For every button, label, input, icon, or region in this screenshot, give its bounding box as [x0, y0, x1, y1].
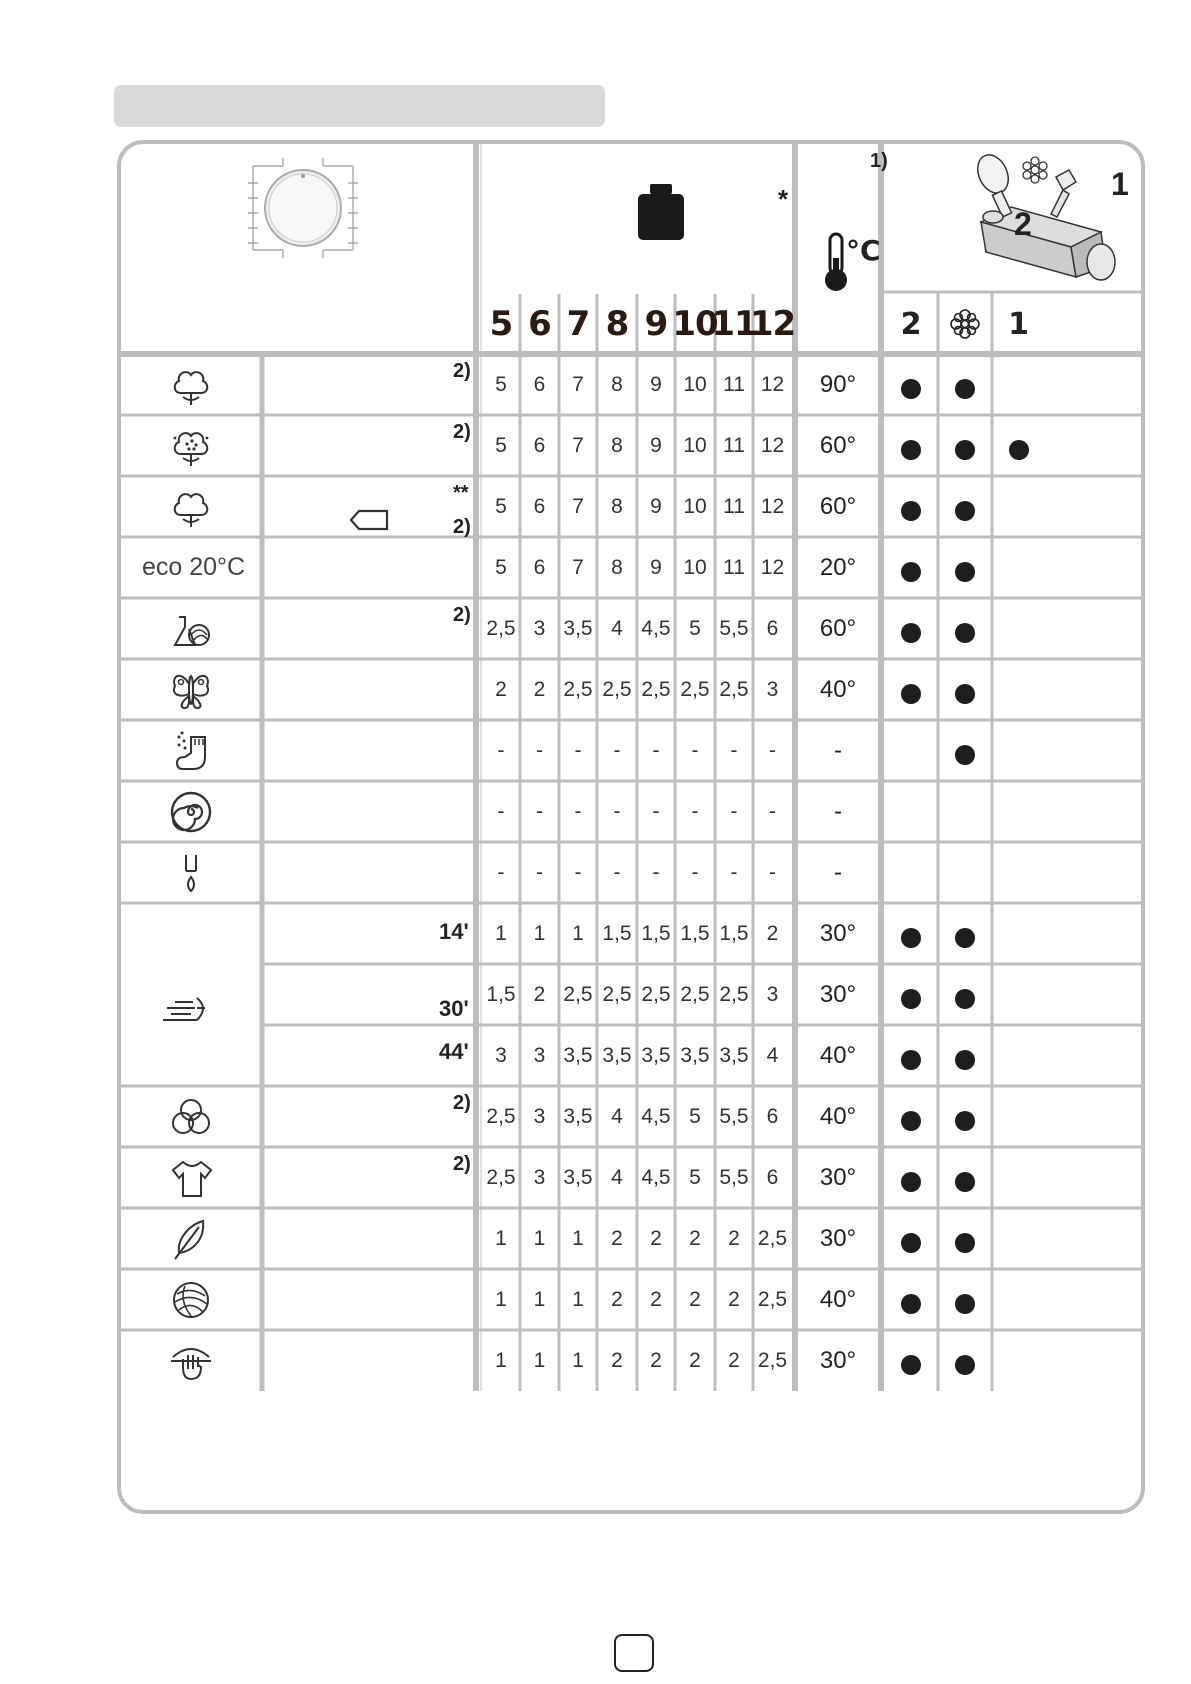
row-7-load-7: -	[730, 738, 738, 762]
spin-icon	[169, 790, 213, 834]
load-header-7: 7	[566, 304, 590, 344]
row-7-detergent-dot-2	[955, 745, 975, 765]
row-7-load-6: -	[691, 738, 699, 762]
row-5-detergent-dot-1	[901, 623, 921, 643]
rapid-1-load-2: 1	[533, 921, 546, 945]
row-5-load-3: 3,5	[563, 616, 593, 640]
rapid-3-load-1: 3	[495, 1043, 507, 1067]
row2-1-detergent-dot-2	[955, 1111, 975, 1131]
rapid-3-load-2: 3	[533, 1043, 546, 1067]
row-4-temperature: 20°	[819, 553, 857, 581]
row-6-load-5: 2,5	[641, 677, 671, 701]
row-6-load-3: 2,5	[563, 677, 593, 701]
row-5-load-2: 3	[533, 616, 546, 640]
row-3-load-4: 8	[611, 494, 623, 518]
row2-1-temperature: 40°	[819, 1102, 857, 1130]
row2-3-load-8: 2,5	[757, 1226, 788, 1250]
row-2-detergent-dot-3	[1009, 440, 1029, 460]
row2-5-load-4: 2	[611, 1348, 623, 1372]
row2-1-load-2: 3	[533, 1104, 546, 1128]
row-3-load-3: 7	[572, 494, 584, 518]
row-6-detergent-dot-2	[955, 684, 975, 704]
row2-2-load-6: 5	[689, 1165, 701, 1189]
rapid-2-load-4: 2,5	[602, 982, 632, 1006]
row2-1-load-3: 3,5	[563, 1104, 593, 1128]
row2-5-load-8: 2,5	[757, 1348, 788, 1372]
row2-5-load-5: 2	[650, 1348, 662, 1372]
row-8-load-6: -	[691, 799, 699, 823]
load-header-8: 8	[605, 304, 629, 344]
row-2-load-6: 10	[683, 433, 707, 457]
shirt-icon	[169, 1156, 213, 1200]
row-6-load-8: 3	[766, 677, 779, 701]
row-1-temperature: 90°	[819, 370, 857, 398]
rapid-3-load-4: 3,5	[602, 1043, 632, 1067]
row-7-load-4: -	[613, 738, 621, 762]
row2-2-load-2: 3	[533, 1165, 546, 1189]
section-title-bar	[114, 85, 605, 127]
row-6-load-2: 2	[533, 677, 546, 701]
row-5-detergent-dot-2	[955, 623, 975, 643]
row-3-load-2: 6	[533, 494, 546, 518]
load-header-5: 5	[489, 304, 513, 344]
row-3-detergent-dot-1	[901, 501, 921, 521]
row-1-load-2: 6	[533, 372, 546, 396]
row-7-load-5: -	[652, 738, 660, 762]
row2-4-load-8: 2,5	[757, 1287, 788, 1311]
rapid-1-detergent-dot-1	[901, 928, 921, 948]
row-9-load-6: -	[691, 860, 699, 884]
row2-note-1: 2)	[453, 1092, 471, 1114]
row2-2-temperature: 30°	[819, 1163, 857, 1191]
load-header-11: 11	[711, 304, 757, 344]
row-5-load-8: 6	[766, 616, 779, 640]
drawer-label-1: 1	[1111, 166, 1129, 202]
row-3-detergent-dot-2	[955, 501, 975, 521]
row-9-load-8: -	[769, 860, 776, 884]
load-note: *	[778, 184, 789, 214]
rapid-3-load-3: 3,5	[563, 1043, 593, 1067]
row-2-temperature: 60°	[819, 431, 857, 459]
row-9-temperature: -	[834, 858, 842, 886]
wool-icon	[169, 1278, 213, 1322]
row2-1-load-8: 6	[766, 1104, 779, 1128]
row-8-load-5: -	[652, 799, 660, 823]
row2-1-load-6: 5	[689, 1104, 701, 1128]
rapid-2-load-1: 1,5	[486, 982, 516, 1006]
row-8-load-8: -	[769, 799, 776, 823]
row2-5-load-6: 2	[689, 1348, 701, 1372]
rapid-3-load-8: 4	[766, 1043, 779, 1067]
row2-2-load-1: 2,5	[486, 1165, 516, 1189]
temp-unit: °C	[846, 234, 881, 267]
row-3-load-8: 12	[760, 494, 785, 518]
row-2-load-1: 5	[495, 433, 507, 457]
row2-2-load-3: 3,5	[563, 1165, 593, 1189]
row-2-load-4: 8	[611, 433, 623, 457]
row-6-load-1: 2	[495, 677, 507, 701]
row-4-load-8: 12	[760, 555, 785, 579]
row2-2-detergent-dot-1	[901, 1172, 921, 1192]
row-2-detergent-dot-2	[955, 440, 975, 460]
rapid-3-load-7: 3,5	[719, 1043, 749, 1067]
row2-2-load-8: 6	[766, 1165, 779, 1189]
row2-3-temperature: 30°	[819, 1224, 857, 1252]
rapid-time-2: 30'	[439, 996, 469, 1021]
row-note-3: **	[453, 482, 469, 504]
row2-4-load-3: 1	[572, 1287, 584, 1311]
row-1-load-1: 5	[495, 372, 507, 396]
rapid-2-load-7: 2,5	[719, 982, 749, 1006]
detergent-col-prewash: 2	[900, 306, 922, 342]
row-9-load-3: -	[574, 860, 582, 884]
cotton-prewash-icon	[169, 424, 213, 468]
row-6-detergent-dot-1	[901, 684, 921, 704]
row-note-3-b: 2)	[453, 516, 471, 538]
drain-icon	[169, 851, 213, 895]
row-6-load-4: 2,5	[602, 677, 632, 701]
row-9-load-2: -	[536, 860, 543, 884]
row-3-load-7: 11	[723, 494, 745, 518]
temp-note: 1)	[870, 150, 888, 172]
row-7-load-2: -	[536, 738, 543, 762]
rapid-1-load-5: 1,5	[641, 921, 671, 945]
row-2-load-3: 7	[572, 433, 584, 457]
row2-1-load-4: 4	[611, 1104, 623, 1128]
detergent-col-main: 1	[1008, 306, 1029, 342]
row-7-load-8: -	[769, 738, 776, 762]
row-6-load-7: 2,5	[719, 677, 749, 701]
row-7-temperature: -	[834, 736, 842, 764]
rapid-icon	[161, 986, 205, 1030]
rapid-1-load-8: 2	[766, 921, 779, 945]
row2-4-detergent-dot-1	[901, 1294, 921, 1314]
row-4-load-7: 11	[723, 555, 745, 579]
programme-table	[117, 140, 1145, 1514]
row-9-load-5: -	[652, 860, 660, 884]
row-1-detergent-dot-2	[955, 379, 975, 399]
row2-3-load-1: 1	[495, 1226, 507, 1250]
row2-1-load-1: 2,5	[486, 1104, 516, 1128]
row-3-load-6: 10	[683, 494, 707, 518]
row-8-load-2: -	[536, 799, 543, 823]
row-4-detergent-dot-2	[955, 562, 975, 582]
row-6-load-6: 2,5	[680, 677, 710, 701]
load-header-6: 6	[528, 304, 551, 344]
row2-2-load-4: 4	[611, 1165, 623, 1189]
row2-2-load-7: 5,5	[719, 1165, 749, 1189]
row-5-load-7: 5,5	[719, 616, 749, 640]
drawer-label-2: 2	[1014, 206, 1032, 242]
row2-3-load-2: 1	[533, 1226, 546, 1250]
row2-5-load-1: 1	[495, 1348, 507, 1372]
rapid-2-load-5: 2,5	[641, 982, 671, 1006]
row2-3-load-4: 2	[611, 1226, 623, 1250]
row-1-load-8: 12	[760, 372, 785, 396]
rapid-1-load-3: 1	[572, 921, 584, 945]
row2-2-detergent-dot-2	[955, 1172, 975, 1192]
delicate-butterfly-icon	[169, 668, 213, 712]
rapid-time-3: 44'	[439, 1039, 469, 1064]
weight-icon	[636, 182, 686, 242]
row-note-5: 2)	[453, 604, 471, 626]
eco-cotton-icon	[169, 485, 213, 529]
row-3-load-5: 9	[650, 494, 662, 518]
rinse-sock-icon	[169, 729, 213, 773]
load-header-9: 9	[644, 304, 668, 344]
row2-4-detergent-dot-2	[955, 1294, 975, 1314]
rapid-2-temperature: 30°	[819, 980, 857, 1008]
row-2-load-8: 12	[760, 433, 785, 457]
row-8-load-4: -	[613, 799, 621, 823]
rapid-3-detergent-dot-2	[955, 1050, 975, 1070]
row-5-load-5: 4,5	[641, 616, 671, 640]
rapid-1-load-4: 1,5	[602, 921, 632, 945]
rapid-2-load-3: 2,5	[563, 982, 593, 1006]
detergent-drawer-icon	[951, 152, 1121, 302]
row2-4-temperature: 40°	[819, 1285, 857, 1313]
row2-4-load-2: 1	[533, 1287, 546, 1311]
rapid-3-detergent-dot-1	[901, 1050, 921, 1070]
row2-1-load-7: 5,5	[719, 1104, 749, 1128]
feather-icon	[169, 1217, 213, 1261]
flower-icon	[949, 308, 981, 340]
row-1-load-3: 7	[572, 372, 584, 396]
rapid-2-detergent-dot-2	[955, 989, 975, 1009]
row-1-load-7: 11	[723, 372, 745, 396]
row-8-load-7: -	[730, 799, 738, 823]
row2-3-load-7: 2	[728, 1226, 740, 1250]
row2-3-detergent-dot-2	[955, 1233, 975, 1253]
row2-5-load-7: 2	[728, 1348, 740, 1372]
row-4-detergent-dot-1	[901, 562, 921, 582]
row2-5-load-2: 1	[533, 1348, 546, 1372]
rapid-3-temperature: 40°	[819, 1041, 857, 1069]
row-3-temperature: 60°	[819, 492, 857, 520]
row2-note-2: 2)	[453, 1153, 471, 1175]
row-7-load-1: -	[497, 738, 505, 762]
row-3-load-1: 5	[495, 494, 507, 518]
eco-label-tag-icon	[349, 509, 389, 531]
rapid-2-detergent-dot-1	[901, 989, 921, 1009]
row2-4-load-1: 1	[495, 1287, 507, 1311]
mixed-colours-icon	[169, 1095, 213, 1139]
rapid-time-1: 14'	[439, 919, 469, 944]
hand-wash-icon	[169, 1339, 213, 1383]
row-8-temperature: -	[834, 797, 842, 825]
row-9-load-1: -	[497, 860, 505, 884]
rapid-3-load-5: 3,5	[641, 1043, 671, 1067]
row-1-load-6: 10	[683, 372, 707, 396]
row-9-load-7: -	[730, 860, 738, 884]
rapid-1-detergent-dot-2	[955, 928, 975, 948]
rapid-2-load-2: 2	[533, 982, 546, 1006]
row-8-load-1: -	[497, 799, 505, 823]
row-2-load-2: 6	[533, 433, 546, 457]
row-9-load-4: -	[613, 860, 621, 884]
page-number-box	[614, 1634, 654, 1672]
rapid-1-load-6: 1,5	[680, 921, 710, 945]
row2-5-detergent-dot-1	[901, 1355, 921, 1375]
row2-1-detergent-dot-1	[901, 1111, 921, 1131]
rapid-2-load-6: 2,5	[680, 982, 710, 1006]
row-1-load-4: 8	[611, 372, 623, 396]
rapid-1-load-1: 1	[495, 921, 507, 945]
row-4-load-6: 10	[683, 555, 707, 579]
row-2-load-7: 11	[723, 433, 745, 457]
row-1-load-5: 9	[650, 372, 662, 396]
row2-4-load-4: 2	[611, 1287, 623, 1311]
load-header-12: 12	[749, 304, 796, 344]
row2-3-load-5: 2	[650, 1226, 662, 1250]
rapid-2-load-8: 3	[766, 982, 779, 1006]
row-8-load-3: -	[574, 799, 582, 823]
row2-3-load-3: 1	[572, 1226, 584, 1250]
synthetic-mix-icon	[169, 607, 213, 651]
row2-4-load-5: 2	[650, 1287, 662, 1311]
row2-5-detergent-dot-2	[955, 1355, 975, 1375]
row2-4-load-6: 2	[689, 1287, 701, 1311]
row-5-load-4: 4	[611, 616, 623, 640]
row-4-load-1: 5	[495, 555, 507, 579]
row-5-load-1: 2,5	[486, 616, 516, 640]
row-note-2: 2)	[453, 421, 471, 443]
row-5-temperature: 60°	[819, 614, 857, 642]
cotton-icon	[169, 363, 213, 407]
row2-3-load-6: 2	[689, 1226, 701, 1250]
row-note-1: 2)	[453, 360, 471, 382]
row2-5-load-3: 1	[572, 1348, 584, 1372]
row2-4-load-7: 2	[728, 1287, 740, 1311]
row-7-load-3: -	[574, 738, 582, 762]
row-4-load-5: 9	[650, 555, 662, 579]
rapid-1-load-7: 1,5	[719, 921, 749, 945]
row2-1-load-5: 4,5	[641, 1104, 671, 1128]
row2-5-temperature: 30°	[819, 1346, 857, 1374]
programme-dial-icon	[248, 158, 358, 258]
row-4-load-3: 7	[572, 555, 584, 579]
programme-label-eco-20: eco 20°C	[141, 553, 246, 581]
rapid-3-load-6: 3,5	[680, 1043, 710, 1067]
row-5-load-6: 5	[689, 616, 701, 640]
row-2-detergent-dot-1	[901, 440, 921, 460]
row-4-load-4: 8	[611, 555, 623, 579]
row-2-load-5: 9	[650, 433, 662, 457]
load-header-10: 10	[672, 304, 718, 344]
row-6-temperature: 40°	[819, 675, 857, 703]
row2-2-load-5: 4,5	[641, 1165, 671, 1189]
rapid-1-temperature: 30°	[819, 919, 857, 947]
row-4-load-2: 6	[533, 555, 546, 579]
row2-3-detergent-dot-1	[901, 1233, 921, 1253]
row-1-detergent-dot-1	[901, 379, 921, 399]
